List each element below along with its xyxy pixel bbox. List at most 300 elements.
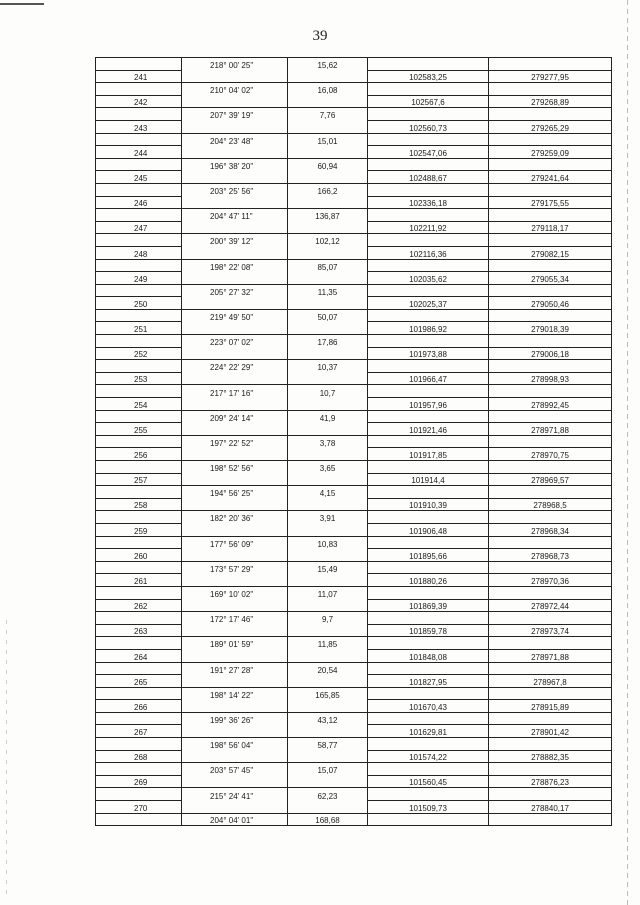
point-row — [96, 523, 612, 536]
point-number-cell: 258 — [96, 498, 182, 511]
point-number-cell — [96, 511, 182, 524]
y-coordinate-cell: 278970,36 — [489, 574, 612, 587]
x-coordinate-cell — [368, 687, 489, 700]
x-coordinate-cell: 101910,39 — [368, 498, 489, 511]
direction-angle-cell: 169° 10' 02" — [182, 586, 288, 599]
y-coordinate-cell: 279259,09 — [489, 146, 612, 159]
x-coordinate-cell: 101827,95 — [368, 675, 489, 688]
point-number-cell — [96, 712, 182, 725]
y-coordinate-cell: 279241,64 — [489, 171, 612, 184]
y-coordinate-cell — [489, 284, 612, 297]
y-coordinate-cell: 278971,88 — [489, 423, 612, 436]
direction-angle-cell — [182, 372, 288, 385]
direction-angle-cell — [182, 725, 288, 738]
direction-angle-cell — [182, 448, 288, 461]
distance-cell: 50,07 — [288, 309, 368, 322]
point-row — [96, 750, 612, 763]
direction-angle-cell — [182, 775, 288, 788]
direction-angle-cell — [182, 498, 288, 511]
distance-cell: 15,01 — [288, 133, 368, 146]
direction-angle-cell — [182, 246, 288, 259]
direction-angle-cell: 198° 56' 04" — [182, 738, 288, 751]
direction-angle-cell — [182, 801, 288, 814]
y-coordinate-cell — [489, 410, 612, 423]
y-coordinate-cell — [489, 738, 612, 751]
distance-cell: 10,37 — [288, 360, 368, 373]
point-number-cell: 247 — [96, 221, 182, 234]
point-row — [96, 498, 612, 511]
y-coordinate-cell: 279006,18 — [489, 347, 612, 360]
distance-cell — [288, 171, 368, 184]
point-number-cell — [96, 586, 182, 599]
direction-angle-cell — [182, 221, 288, 234]
y-coordinate-cell: 278876,23 — [489, 775, 612, 788]
point-number-cell: 242 — [96, 95, 182, 108]
point-row — [96, 574, 612, 587]
segment-row — [96, 612, 612, 625]
distance-cell: 3,65 — [288, 461, 368, 474]
point-number-cell: 243 — [96, 120, 182, 133]
y-coordinate-cell: 278971,88 — [489, 649, 612, 662]
segment-row — [96, 788, 612, 801]
point-row — [96, 624, 612, 637]
point-number-cell — [96, 637, 182, 650]
y-coordinate-cell — [489, 385, 612, 398]
point-number-cell: 266 — [96, 700, 182, 713]
distance-cell: 43,12 — [288, 712, 368, 725]
distance-cell — [288, 549, 368, 562]
y-coordinate-cell — [489, 309, 612, 322]
x-coordinate-cell — [368, 108, 489, 121]
y-coordinate-cell: 278968,73 — [489, 549, 612, 562]
direction-angle-cell: 205° 27' 32" — [182, 284, 288, 297]
x-coordinate-cell: 102211,92 — [368, 221, 489, 234]
x-coordinate-cell: 102025,37 — [368, 297, 489, 310]
y-coordinate-cell — [489, 234, 612, 247]
y-coordinate-cell: 279277,95 — [489, 70, 612, 83]
direction-angle-cell: 199° 36' 26" — [182, 712, 288, 725]
distance-cell: 16,08 — [288, 83, 368, 96]
direction-angle-cell: 204° 47' 11" — [182, 209, 288, 222]
x-coordinate-cell: 102567,6 — [368, 95, 489, 108]
distance-cell — [288, 221, 368, 234]
direction-angle-cell: 203° 25' 56" — [182, 183, 288, 196]
y-coordinate-cell — [489, 435, 612, 448]
y-coordinate-cell: 279082,15 — [489, 246, 612, 259]
direction-angle-cell — [182, 171, 288, 184]
y-coordinate-cell: 279118,17 — [489, 221, 612, 234]
x-coordinate-cell — [368, 158, 489, 171]
distance-cell — [288, 196, 368, 209]
point-number-cell — [96, 209, 182, 222]
point-number-cell: 269 — [96, 775, 182, 788]
segment-row — [96, 662, 612, 675]
y-coordinate-cell: 278915,89 — [489, 700, 612, 713]
point-row — [96, 95, 612, 108]
y-coordinate-cell — [489, 461, 612, 474]
y-coordinate-cell — [489, 486, 612, 499]
point-row — [96, 398, 612, 411]
direction-angle-cell: 177° 56' 09" — [182, 536, 288, 549]
distance-cell — [288, 725, 368, 738]
direction-angle-cell: 196° 38' 20" — [182, 158, 288, 171]
direction-angle-cell — [182, 473, 288, 486]
x-coordinate-cell — [368, 309, 489, 322]
point-number-cell — [96, 309, 182, 322]
point-number-cell: 255 — [96, 423, 182, 436]
point-number-cell — [96, 662, 182, 675]
y-coordinate-cell — [489, 158, 612, 171]
y-coordinate-cell: 278967,8 — [489, 675, 612, 688]
point-number-cell — [96, 561, 182, 574]
direction-angle-cell — [182, 549, 288, 562]
x-coordinate-cell — [368, 335, 489, 348]
x-coordinate-cell: 101906,48 — [368, 523, 489, 536]
y-coordinate-cell: 278973,74 — [489, 624, 612, 637]
distance-cell: 60,94 — [288, 158, 368, 171]
point-number-cell — [96, 788, 182, 801]
direction-angle-cell — [182, 423, 288, 436]
direction-angle-cell: 203° 57' 45" — [182, 763, 288, 776]
scan-edge-right — [627, 0, 628, 905]
point-row — [96, 146, 612, 159]
point-number-cell — [96, 133, 182, 146]
x-coordinate-cell: 101859,78 — [368, 624, 489, 637]
point-number-cell — [96, 385, 182, 398]
distance-cell — [288, 675, 368, 688]
y-coordinate-cell — [489, 536, 612, 549]
distance-cell — [288, 775, 368, 788]
y-coordinate-cell — [489, 637, 612, 650]
distance-cell — [288, 398, 368, 411]
x-coordinate-cell — [368, 83, 489, 96]
y-coordinate-cell: 279050,46 — [489, 297, 612, 310]
x-coordinate-cell — [368, 284, 489, 297]
segment-row — [96, 561, 612, 574]
y-coordinate-cell — [489, 83, 612, 96]
direction-angle-cell — [182, 398, 288, 411]
coordinates-table — [95, 57, 612, 826]
segment-row — [96, 687, 612, 700]
x-coordinate-cell: 101560,45 — [368, 775, 489, 788]
point-row — [96, 448, 612, 461]
x-coordinate-cell: 101986,92 — [368, 322, 489, 335]
point-row — [96, 70, 612, 83]
distance-cell — [288, 423, 368, 436]
x-coordinate-cell: 101921,46 — [368, 423, 489, 436]
direction-angle-cell: 198° 52' 56" — [182, 461, 288, 474]
x-coordinate-cell — [368, 461, 489, 474]
direction-angle-cell: 172° 17' 46" — [182, 612, 288, 625]
x-coordinate-cell: 101629,81 — [368, 725, 489, 738]
direction-angle-cell: 209° 24' 14" — [182, 410, 288, 423]
direction-angle-cell: 217° 17' 16" — [182, 385, 288, 398]
segment-row — [96, 738, 612, 751]
point-row — [96, 347, 612, 360]
y-coordinate-cell — [489, 511, 612, 524]
distance-cell: 7,76 — [288, 108, 368, 121]
y-coordinate-cell: 278969,57 — [489, 473, 612, 486]
distance-cell — [288, 272, 368, 285]
segment-row — [96, 385, 612, 398]
point-number-cell — [96, 763, 182, 776]
x-coordinate-cell — [368, 360, 489, 373]
segment-row — [96, 108, 612, 121]
point-number-cell: 259 — [96, 523, 182, 536]
y-coordinate-cell — [489, 183, 612, 196]
distance-cell — [288, 750, 368, 763]
direction-angle-cell — [182, 750, 288, 763]
x-coordinate-cell: 101914,4 — [368, 473, 489, 486]
segment-row — [96, 158, 612, 171]
direction-angle-cell — [182, 347, 288, 360]
distance-cell — [288, 297, 368, 310]
x-coordinate-cell: 102560,73 — [368, 120, 489, 133]
x-coordinate-cell: 101848,08 — [368, 649, 489, 662]
point-number-cell — [96, 58, 182, 71]
direction-angle-cell: 215° 24' 41" — [182, 788, 288, 801]
x-coordinate-cell — [368, 738, 489, 751]
point-number-cell: 244 — [96, 146, 182, 159]
point-row — [96, 801, 612, 814]
x-coordinate-cell — [368, 763, 489, 776]
direction-angle-cell: 210° 04' 02" — [182, 83, 288, 96]
direction-angle-cell: 200° 39' 12" — [182, 234, 288, 247]
x-coordinate-cell — [368, 410, 489, 423]
x-coordinate-cell: 102583,25 — [368, 70, 489, 83]
x-coordinate-cell: 102035,62 — [368, 272, 489, 285]
point-row — [96, 272, 612, 285]
point-number-cell: 263 — [96, 624, 182, 637]
segment-row — [96, 536, 612, 549]
x-coordinate-cell: 101869,39 — [368, 599, 489, 612]
point-row — [96, 775, 612, 788]
y-coordinate-cell: 278840,17 — [489, 801, 612, 814]
distance-cell: 102,12 — [288, 234, 368, 247]
distance-cell: 15,62 — [288, 58, 368, 71]
segment-row — [96, 813, 612, 826]
x-coordinate-cell — [368, 486, 489, 499]
distance-cell: 136,87 — [288, 209, 368, 222]
direction-angle-cell — [182, 120, 288, 133]
segment-row — [96, 637, 612, 650]
x-coordinate-cell — [368, 662, 489, 675]
point-number-cell: 250 — [96, 297, 182, 310]
point-number-cell — [96, 536, 182, 549]
direction-angle-cell: 189° 01' 59" — [182, 637, 288, 650]
segment-row — [96, 410, 612, 423]
x-coordinate-cell — [368, 637, 489, 650]
distance-cell — [288, 146, 368, 159]
distance-cell — [288, 574, 368, 587]
direction-angle-cell: 204° 04' 01" — [182, 813, 288, 826]
segment-row — [96, 461, 612, 474]
y-coordinate-cell — [489, 788, 612, 801]
x-coordinate-cell — [368, 209, 489, 222]
distance-cell: 85,07 — [288, 259, 368, 272]
point-number-cell — [96, 284, 182, 297]
point-number-cell — [96, 486, 182, 499]
direction-angle-cell: 218° 00' 25" — [182, 58, 288, 71]
x-coordinate-cell — [368, 511, 489, 524]
point-row — [96, 171, 612, 184]
x-coordinate-cell — [368, 788, 489, 801]
direction-angle-cell — [182, 297, 288, 310]
x-coordinate-cell: 101574,22 — [368, 750, 489, 763]
direction-angle-cell: 207° 39' 19" — [182, 108, 288, 121]
x-coordinate-cell — [368, 58, 489, 71]
y-coordinate-cell: 279018,39 — [489, 322, 612, 335]
y-coordinate-cell: 279265,29 — [489, 120, 612, 133]
direction-angle-cell — [182, 624, 288, 637]
distance-cell — [288, 801, 368, 814]
y-coordinate-cell: 278882,35 — [489, 750, 612, 763]
direction-angle-cell: 219° 49' 50" — [182, 309, 288, 322]
direction-angle-cell: 191° 27' 28" — [182, 662, 288, 675]
x-coordinate-cell: 102116,36 — [368, 246, 489, 259]
point-number-cell: 248 — [96, 246, 182, 259]
point-row — [96, 322, 612, 335]
point-number-cell — [96, 738, 182, 751]
distance-cell: 17,86 — [288, 335, 368, 348]
x-coordinate-cell: 101973,88 — [368, 347, 489, 360]
y-coordinate-cell — [489, 360, 612, 373]
direction-angle-cell: 198° 22' 08" — [182, 259, 288, 272]
point-number-cell — [96, 410, 182, 423]
table-body — [96, 58, 612, 826]
point-row — [96, 549, 612, 562]
x-coordinate-cell — [368, 712, 489, 725]
x-coordinate-cell: 101880,26 — [368, 574, 489, 587]
point-row — [96, 297, 612, 310]
direction-angle-cell — [182, 196, 288, 209]
x-coordinate-cell — [368, 234, 489, 247]
point-number-cell — [96, 158, 182, 171]
direction-angle-cell — [182, 146, 288, 159]
distance-cell: 3,91 — [288, 511, 368, 524]
distance-cell — [288, 246, 368, 259]
point-number-cell: 251 — [96, 322, 182, 335]
distance-cell: 9,7 — [288, 612, 368, 625]
direction-angle-cell: 197° 22' 52" — [182, 435, 288, 448]
segment-row — [96, 259, 612, 272]
y-coordinate-cell: 278901,42 — [489, 725, 612, 738]
direction-angle-cell — [182, 95, 288, 108]
point-number-cell — [96, 435, 182, 448]
x-coordinate-cell: 102547,06 — [368, 146, 489, 159]
distance-cell: 10,7 — [288, 385, 368, 398]
distance-cell — [288, 70, 368, 83]
distance-cell — [288, 120, 368, 133]
x-coordinate-cell — [368, 561, 489, 574]
segment-row — [96, 360, 612, 373]
x-coordinate-cell — [368, 435, 489, 448]
point-number-cell: 261 — [96, 574, 182, 587]
distance-cell: 11,85 — [288, 637, 368, 650]
distance-cell: 15,07 — [288, 763, 368, 776]
x-coordinate-cell — [368, 183, 489, 196]
distance-cell — [288, 624, 368, 637]
point-number-cell: 262 — [96, 599, 182, 612]
x-coordinate-cell: 101509,73 — [368, 801, 489, 814]
y-coordinate-cell — [489, 712, 612, 725]
point-number-cell — [96, 183, 182, 196]
y-coordinate-cell — [489, 335, 612, 348]
x-coordinate-cell — [368, 536, 489, 549]
y-coordinate-cell: 279055,34 — [489, 272, 612, 285]
point-number-cell: 245 — [96, 171, 182, 184]
y-coordinate-cell: 279268,89 — [489, 95, 612, 108]
y-coordinate-cell — [489, 209, 612, 222]
segment-row — [96, 284, 612, 297]
distance-cell: 20,54 — [288, 662, 368, 675]
x-coordinate-cell: 101957,96 — [368, 398, 489, 411]
distance-cell — [288, 448, 368, 461]
point-number-cell — [96, 234, 182, 247]
y-coordinate-cell: 278998,93 — [489, 372, 612, 385]
segment-row — [96, 234, 612, 247]
point-number-cell: 257 — [96, 473, 182, 486]
point-row — [96, 599, 612, 612]
direction-angle-cell: 198° 14' 22" — [182, 687, 288, 700]
segment-row — [96, 209, 612, 222]
segment-row — [96, 335, 612, 348]
direction-angle-cell — [182, 574, 288, 587]
point-row — [96, 649, 612, 662]
x-coordinate-cell — [368, 612, 489, 625]
distance-cell: 11,07 — [288, 586, 368, 599]
x-coordinate-cell: 101917,85 — [368, 448, 489, 461]
point-number-cell: 264 — [96, 649, 182, 662]
direction-angle-cell: 194° 56' 25" — [182, 486, 288, 499]
distance-cell: 11,35 — [288, 284, 368, 297]
direction-angle-cell — [182, 599, 288, 612]
distance-cell — [288, 347, 368, 360]
direction-angle-cell — [182, 649, 288, 662]
direction-angle-cell: 204° 23' 48" — [182, 133, 288, 146]
y-coordinate-cell — [489, 662, 612, 675]
point-number-cell: 252 — [96, 347, 182, 360]
point-number-cell: 265 — [96, 675, 182, 688]
direction-angle-cell — [182, 523, 288, 536]
direction-angle-cell — [182, 322, 288, 335]
y-coordinate-cell: 278968,5 — [489, 498, 612, 511]
point-number-cell — [96, 259, 182, 272]
x-coordinate-cell — [368, 259, 489, 272]
y-coordinate-cell: 278968,34 — [489, 523, 612, 536]
distance-cell — [288, 700, 368, 713]
segment-row — [96, 486, 612, 499]
distance-cell: 3,78 — [288, 435, 368, 448]
y-coordinate-cell — [489, 259, 612, 272]
point-row — [96, 246, 612, 259]
y-coordinate-cell: 278992,45 — [489, 398, 612, 411]
point-number-cell — [96, 108, 182, 121]
direction-angle-cell: 223° 07' 02" — [182, 335, 288, 348]
point-number-cell: 256 — [96, 448, 182, 461]
segment-row — [96, 586, 612, 599]
distance-cell: 165,85 — [288, 687, 368, 700]
segment-row — [96, 133, 612, 146]
point-row — [96, 120, 612, 133]
y-coordinate-cell — [489, 687, 612, 700]
point-number-cell: 241 — [96, 70, 182, 83]
point-row — [96, 221, 612, 234]
distance-cell — [288, 523, 368, 536]
point-row — [96, 725, 612, 738]
segment-row — [96, 435, 612, 448]
segment-row — [96, 183, 612, 196]
